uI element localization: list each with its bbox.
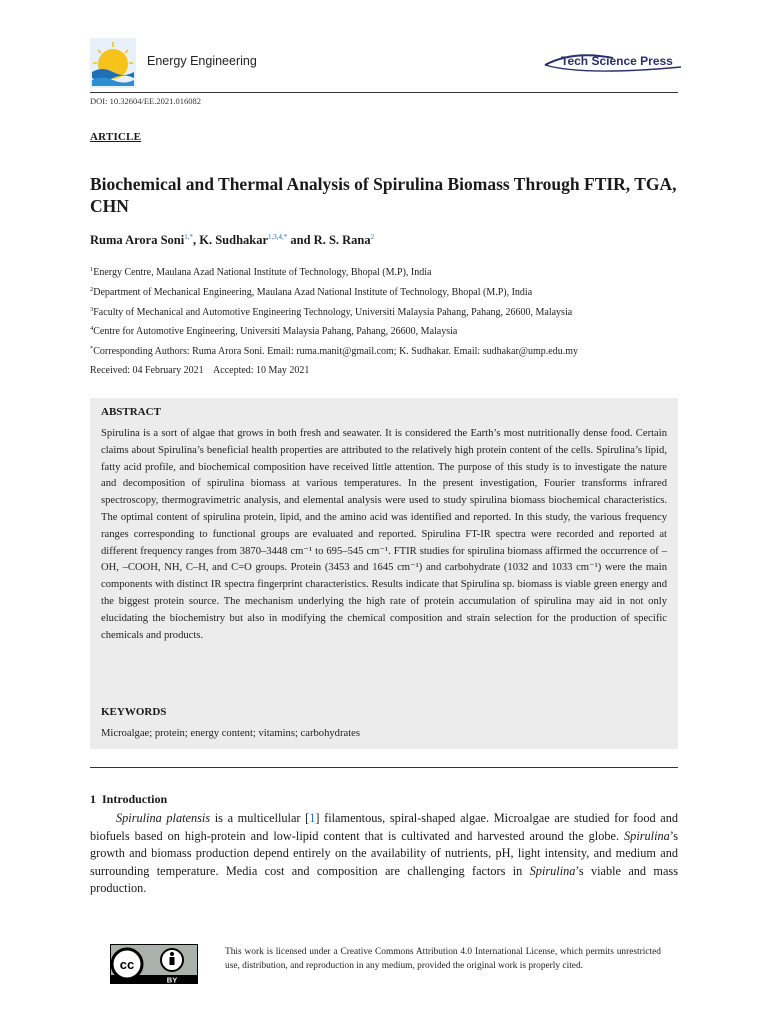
received-accepted-dates: Received: 04 February 2021 Accepted: 10 May 2021 bbox=[90, 365, 310, 376]
section-heading bbox=[90, 792, 167, 807]
author-separator: , bbox=[192, 233, 200, 247]
species-name: Spirulina platensis bbox=[116, 811, 211, 825]
affiliation-text: Centre for Automotive Engineering, Universiti Malaysia Pahang, Pahang, 26600, Malaysia bbox=[93, 326, 458, 337]
abstract-heading: ABSTRACT bbox=[101, 406, 161, 418]
keywords-text: Microalgae; protein; energy content; vitamins; carbohydrates bbox=[101, 728, 360, 739]
affiliation bbox=[90, 266, 431, 278]
paragraph-text: ’s viable and mass production. bbox=[90, 863, 678, 896]
section-divider bbox=[90, 767, 678, 768]
affiliation-marker: 3 bbox=[90, 306, 94, 313]
affiliation-marker: * bbox=[90, 345, 94, 352]
author-separator: and bbox=[287, 233, 314, 247]
affiliation-text: Faculty of Mechanical and Automotive Engineering Technology, Universiti Malaysia Pahang, Pahang, 26600, Malaysia bbox=[93, 307, 573, 318]
affiliation-marker: 2 bbox=[90, 286, 94, 293]
author-list bbox=[90, 233, 374, 248]
license-text: This work is licensed under a Creative Commons Attribution 4.0 International License, which permits unrestricted use, distribution, and reproduction in any medium, provided the original work is properly cited. bbox=[225, 947, 661, 971]
author-affiliation-link[interactable]: 2 bbox=[370, 233, 375, 241]
section-title: Introduction bbox=[102, 792, 168, 806]
abstract-text: Spirulina is a sort of algae that grows in both fresh and seawater. It is considered the Earth’s most nutritionally dense food. Certain claims about Spirulina’s beneficial health properties are attributed to the relatively high protein content of the cells. Spirulina’s lipid, fatty acid profile, and biochemical composition have received little attention. The purpose of this study is to investigate the nature and decomposition of spirulina biomass at various temperatures. In the present investigation, Fourier transforms infrared spectroscopy, thermogravimetric analysis, and elemental analysis were used to study spirulina biomass biochemical characteristics. The optimal content of spirulina protein, lipid, and the amino acid was identified and reported. In this study, the various frequency ranges corresponding to functional groups are evaluated and reported. Spirulina FT-IR spectra were recorded and reported at different frequency ranges from 3870–3448 cm⁻¹ to 695–545 cm⁻¹. FTIR studies for spirulina biomass affirmed the occurrence of –OH, –COOH, NH, C–H, and C=O groups. Protein (3453 and 1645 cm⁻¹) and carbohydrate (1032 and 1033 cm⁻¹) were the main components with distinct IR spectra fingerprint characteristics. Results indicate that Spirulina sp. biomass is viable green energy and the biggest protein source. The mechanism underlying the high rate of protein accumulation of spirulina may aid in not only elucidating the biochemistry but also in modifying the chemical composition and strain selection for the production of specific chemicals and products. bbox=[101, 428, 667, 641]
affiliation-text: Department of Mechanical Engineering, Maulana Azad National Institute of Technology, Bhopal (M.P), India bbox=[93, 287, 533, 298]
affiliation bbox=[90, 306, 572, 318]
header-divider bbox=[90, 92, 678, 93]
paragraph-text: is a multicellular [ bbox=[210, 811, 310, 825]
author-name: K. Sudhakar bbox=[199, 233, 269, 247]
affiliation bbox=[90, 325, 457, 337]
cc-by-badge[interactable] bbox=[110, 944, 198, 984]
author-name: Ruma Arora Soni bbox=[90, 233, 185, 247]
affiliation bbox=[90, 286, 532, 298]
section-number: 1 bbox=[90, 792, 96, 806]
journal-logo bbox=[90, 38, 136, 88]
cc-by-label: BY bbox=[166, 975, 178, 984]
corresponding-authors bbox=[90, 345, 578, 357]
affiliation-text: Corresponding Authors: Ruma Arora Soni. Email: ruma.manit@gmail.com; K. Sudhakar. Email: sudhakar@ump.edu.my bbox=[93, 346, 578, 357]
paragraph-text: ] filamentous, spiral-shaped algae. Microalgae are studied for food and biofuels based on high-protein and low-lipid content that is cultivated and harvested around the globe. bbox=[90, 811, 679, 843]
affiliation-marker: 1 bbox=[90, 266, 94, 273]
affiliation-text: Energy Centre, Maulana Azad National Institute of Technology, Bhopal (M.P), India bbox=[93, 267, 432, 278]
keywords-heading: KEYWORDS bbox=[101, 706, 167, 718]
article-type-label: ARTICLE bbox=[90, 131, 142, 143]
citation-link[interactable]: 1 bbox=[309, 811, 316, 825]
journal-name: Energy Engineering bbox=[147, 54, 257, 68]
author-affiliation-link[interactable]: 1,3,4,* bbox=[268, 233, 288, 241]
paragraph-text: ’s growth and biomass production depend entirely on the availability of nutrients, pH, light intensity, and medium and surrounding temperature. Media cost and composition are challenging factors in bbox=[90, 828, 678, 878]
publisher-name: Tech Science Press bbox=[561, 54, 673, 68]
publisher-logo bbox=[543, 52, 683, 74]
doi-link[interactable]: DOI: 10.32604/EE.2021.016082 bbox=[90, 96, 201, 106]
author-name: R. S. Rana bbox=[313, 233, 371, 247]
affiliation-marker: 4 bbox=[90, 325, 94, 332]
paper-title: Biochemical and Thermal Analysis of Spirulina Biomass Through FTIR, TGA, CHN bbox=[90, 174, 677, 216]
species-name: Spirulina bbox=[624, 828, 670, 843]
introduction-paragraph bbox=[90, 810, 678, 898]
svg-text:cc: cc bbox=[119, 957, 135, 972]
author-affiliation-link[interactable]: 1,* bbox=[184, 233, 193, 241]
species-name: Spirulina bbox=[529, 863, 576, 878]
